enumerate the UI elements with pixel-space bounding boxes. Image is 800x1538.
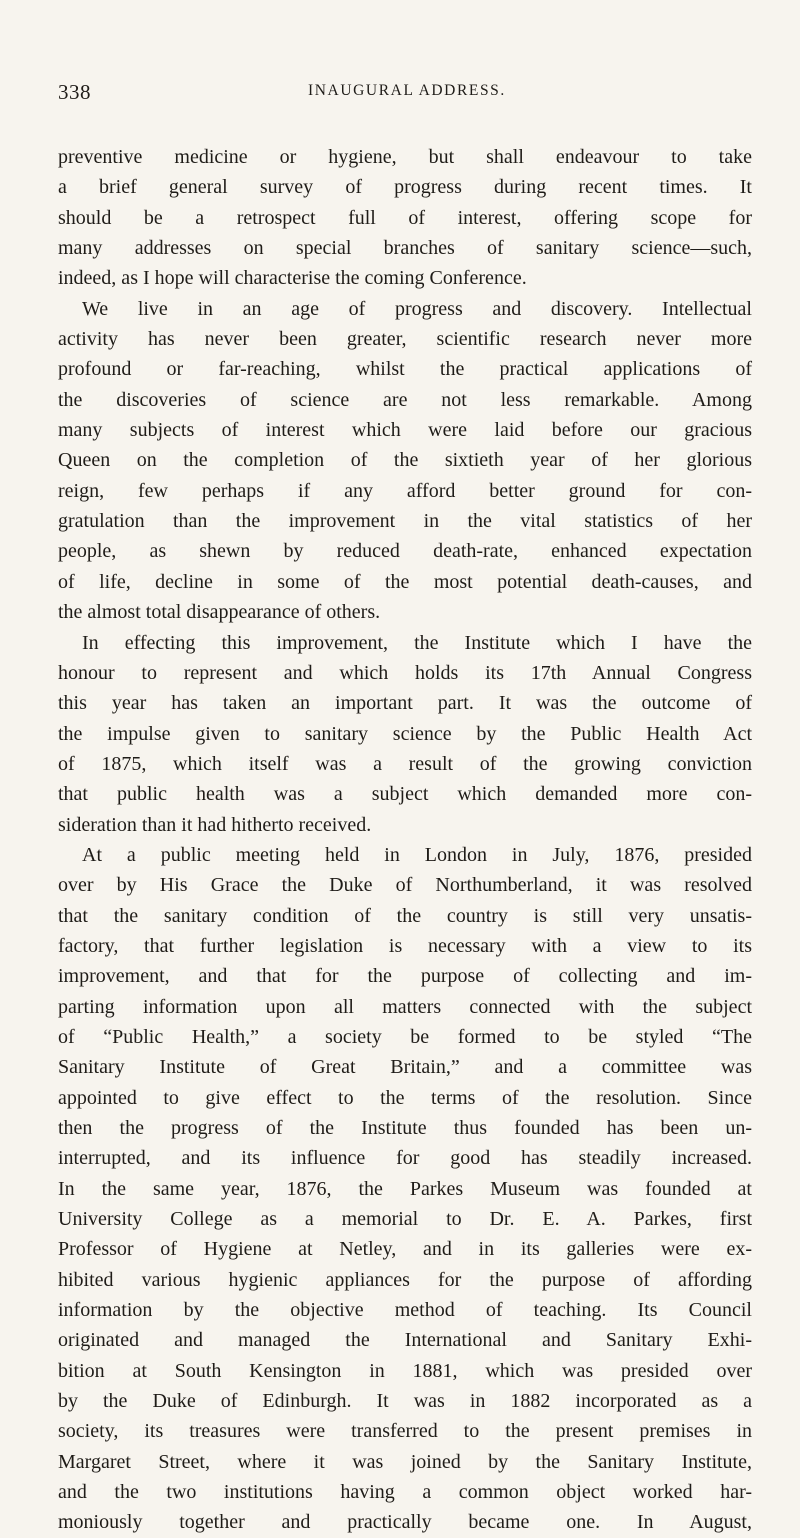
text-line: factory, that further legislation is necessary with a view to its <box>58 934 752 957</box>
page-header <box>58 80 748 110</box>
text-line: preventive medicine or hygiene, but shall endeavour to take <box>58 146 752 168</box>
text-line: parting information upon all matters connected with the subject <box>58 995 752 1018</box>
text-line: interrupted, and its influence for good has steadily increased. <box>58 1147 752 1170</box>
text-line: indeed, as I hope will characterise the coming Conference. <box>58 267 527 290</box>
text-line: hibited various hygienic appliances for the purpose of affording <box>58 1268 752 1291</box>
body-text <box>58 142 752 1538</box>
text-line: honour to represent and which holds its 17th Annual Congress <box>58 661 752 684</box>
text-line: gratulation than the improvement in the vital statistics of her <box>58 510 752 533</box>
text-line: activity has never been greater, scientific research never more <box>58 328 752 351</box>
text-line: sideration than it had hitherto received. <box>58 813 372 836</box>
paragraph-start-line: We live in an age of progress and discovery. Intellectual <box>82 297 752 320</box>
text-line: moniously together and practically became one. In August, <box>58 1511 752 1534</box>
text-line: should be a retrospect full of interest, offering scope for <box>58 206 752 229</box>
text-line: information by the objective method of teaching. Its Council <box>58 1299 752 1322</box>
text-line: this year has taken an important part. It was the outcome of <box>58 692 752 715</box>
text-line: improvement, and that for the purpose of collecting and im- <box>58 965 752 988</box>
text-line: many addresses on special branches of sanitary science—such, <box>58 237 752 260</box>
text-line: many subjects of interest which were laid before our gracious <box>58 419 752 442</box>
text-line: the almost total disappearance of others. <box>58 601 381 624</box>
text-line: the discoveries of science are not less remarkable. Among <box>58 388 752 411</box>
text-line: of 1875, which itself was a result of the growing conviction <box>58 752 752 775</box>
text-line: of “Public Health,” a society be formed to be styled “The <box>58 1025 752 1048</box>
text-line: by the Duke of Edinburgh. It was in 1882 incorporated as a <box>58 1390 752 1413</box>
text-line: University College as a memorial to Dr. E. A. Parkes, first <box>58 1208 752 1231</box>
paragraph-start-line: At a public meeting held in London in July, 1876, presided <box>82 843 752 866</box>
text-line: profound or far-reaching, whilst the practical applications of <box>58 358 752 381</box>
text-line: that public health was a subject which demanded more con- <box>58 783 752 806</box>
text-line: originated and managed the International and Sanitary Exhi- <box>58 1329 752 1352</box>
paragraph-start-line: In effecting this improvement, the Institute which I have the <box>82 631 752 654</box>
text-line: a brief general survey of progress during recent times. It <box>58 176 752 199</box>
text-line: appointed to give effect to the terms of the resolution. Since <box>58 1086 752 1109</box>
page-number: 338 <box>58 80 91 104</box>
text-line: bition at South Kensington in 1881, which was presided over <box>58 1359 752 1382</box>
text-line: In the same year, 1876, the Parkes Museum was founded at <box>58 1177 752 1200</box>
text-line: then the progress of the Institute thus founded has been un- <box>58 1117 752 1139</box>
text-line: Queen on the completion of the sixtieth year of her glorious <box>58 449 752 472</box>
text-line: Professor of Hygiene at Netley, and in its galleries were ex- <box>58 1238 752 1261</box>
text-line: reign, few perhaps if any afford better ground for con- <box>58 479 752 502</box>
text-line: and the two institutions having a common object worked har- <box>58 1481 752 1504</box>
text-line: of life, decline in some of the most potential death-causes, and <box>58 570 752 593</box>
text-line: Sanitary Institute of Great Britain,” and a committee was <box>58 1056 752 1079</box>
text-line: the impulse given to sanitary science by the Public Health Act <box>58 722 752 745</box>
text-line: that the sanitary condition of the country is still very unsatis- <box>58 904 752 927</box>
text-line: society, its treasures were transferred to the present premises in <box>58 1420 752 1443</box>
running-title: INAUGURAL ADDRESS. <box>308 82 506 99</box>
text-line: people, as shewn by reduced death-rate, enhanced expectation <box>58 540 752 563</box>
text-line: over by His Grace the Duke of Northumberland, it was resolved <box>58 874 752 897</box>
text-line: Margaret Street, where it was joined by the Sanitary Institute, <box>58 1450 752 1473</box>
